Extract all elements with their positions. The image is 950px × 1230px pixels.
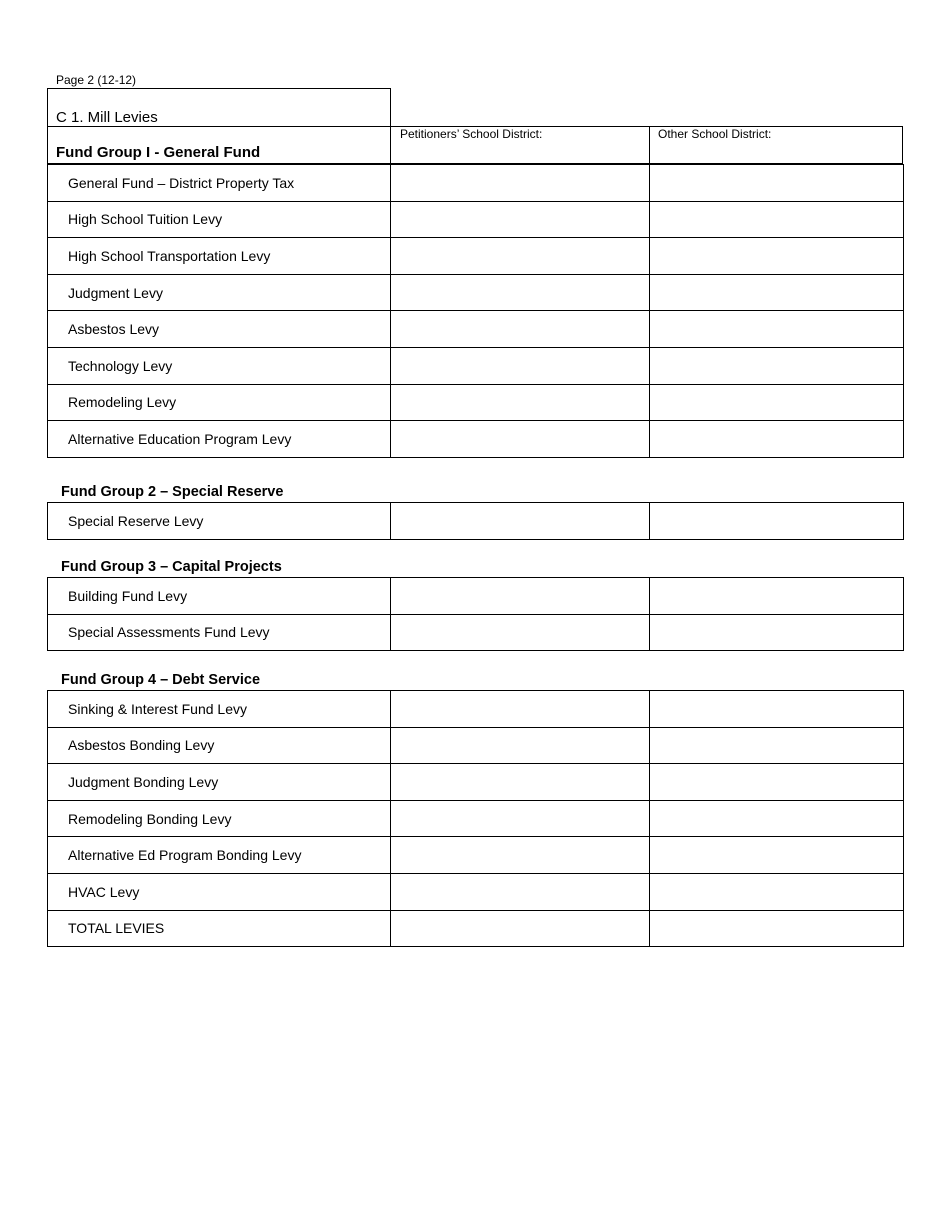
fund-group-1-title: Fund Group I - General Fund	[56, 144, 261, 161]
other-value-cell[interactable]	[650, 311, 904, 348]
table-row	[48, 873, 904, 910]
other-value-cell[interactable]	[650, 347, 904, 384]
row-label: Technology Levy	[48, 347, 391, 384]
petitioners-value-cell[interactable]	[391, 384, 650, 421]
fund-group-2-title: Fund Group 2 – Special Reserve	[61, 484, 284, 500]
petitioners-value-cell[interactable]	[391, 800, 650, 837]
other-value-cell[interactable]	[650, 238, 904, 275]
table-row	[48, 201, 904, 238]
table-row	[48, 384, 904, 421]
table-row	[48, 311, 904, 348]
other-value-cell[interactable]	[650, 614, 904, 651]
fund-group-4-title: Fund Group 4 – Debt Service	[61, 672, 261, 688]
petitioners-value-cell[interactable]	[391, 238, 650, 275]
row-label: High School Tuition Levy	[48, 201, 391, 238]
table-row	[48, 578, 904, 615]
row-label: Sinking & Interest Fund Levy	[48, 691, 391, 728]
other-value-cell[interactable]	[650, 274, 904, 311]
table-row	[48, 614, 904, 651]
table-row	[48, 165, 904, 202]
petitioners-value-cell[interactable]	[391, 873, 650, 910]
other-value-cell[interactable]	[650, 201, 904, 238]
petitioners-value-cell[interactable]	[391, 837, 650, 874]
row-label: Alternative Ed Program Bonding Levy	[48, 837, 391, 874]
row-label: Special Reserve Levy	[48, 503, 391, 540]
other-value-cell[interactable]	[650, 384, 904, 421]
table-row	[48, 691, 904, 728]
total-row	[48, 910, 904, 947]
page-label: Page 2 (12-12)	[56, 73, 137, 87]
petitioners-value-cell[interactable]	[391, 503, 650, 540]
petitioners-value-cell[interactable]	[391, 691, 650, 728]
petitioners-total-cell[interactable]	[391, 910, 650, 947]
petitioners-value-cell[interactable]	[391, 274, 650, 311]
other-total-cell[interactable]	[650, 910, 904, 947]
other-value-cell[interactable]	[650, 421, 904, 458]
row-label: HVAC Levy	[48, 873, 391, 910]
row-label: Judgment Levy	[48, 274, 391, 311]
table-row	[48, 764, 904, 801]
row-label: Building Fund Levy	[48, 578, 391, 615]
row-label: Asbestos Levy	[48, 311, 391, 348]
petitioners-value-cell[interactable]	[391, 201, 650, 238]
other-value-cell[interactable]	[650, 800, 904, 837]
fund-group-3-table	[47, 577, 904, 651]
table-row	[48, 274, 904, 311]
row-label: Special Assessments Fund Levy	[48, 614, 391, 651]
other-value-cell[interactable]	[650, 503, 904, 540]
row-label: High School Transportation Levy	[48, 238, 391, 275]
petitioners-value-cell[interactable]	[391, 311, 650, 348]
petitioners-value-cell[interactable]	[391, 347, 650, 384]
petitioners-district-label: Petitioners’ School District:	[400, 127, 543, 141]
table-row	[48, 347, 904, 384]
header-divider	[47, 126, 391, 127]
other-value-cell[interactable]	[650, 873, 904, 910]
row-label: General Fund – District Property Tax	[48, 165, 391, 202]
petitioners-value-cell[interactable]	[391, 421, 650, 458]
fund-group-4-table	[47, 690, 904, 947]
row-label: Judgment Bonding Levy	[48, 764, 391, 801]
petitioners-value-cell[interactable]	[391, 578, 650, 615]
table-row	[48, 421, 904, 458]
table-row	[48, 837, 904, 874]
fund-group-2-table	[47, 502, 904, 540]
table-row	[48, 503, 904, 540]
total-levies-label: TOTAL LEVIES	[48, 910, 391, 947]
fund-group-3-title: Fund Group 3 – Capital Projects	[61, 559, 282, 575]
table-row	[48, 727, 904, 764]
other-district-label: Other School District:	[658, 127, 772, 141]
section-title-mill-levies: C 1. Mill Levies	[56, 109, 158, 126]
table-row	[48, 800, 904, 837]
other-value-cell[interactable]	[650, 578, 904, 615]
other-value-cell[interactable]	[650, 764, 904, 801]
fund-group-1-table	[47, 164, 904, 458]
petitioners-value-cell[interactable]	[391, 764, 650, 801]
row-label: Asbestos Bonding Levy	[48, 727, 391, 764]
other-value-cell[interactable]	[650, 165, 904, 202]
petitioners-value-cell[interactable]	[391, 727, 650, 764]
other-value-cell[interactable]	[650, 727, 904, 764]
petitioners-value-cell[interactable]	[391, 614, 650, 651]
row-label: Remodeling Levy	[48, 384, 391, 421]
row-label: Remodeling Bonding Levy	[48, 800, 391, 837]
petitioners-value-cell[interactable]	[391, 165, 650, 202]
other-value-cell[interactable]	[650, 837, 904, 874]
other-value-cell[interactable]	[650, 691, 904, 728]
table-row	[48, 238, 904, 275]
row-label: Alternative Education Program Levy	[48, 421, 391, 458]
